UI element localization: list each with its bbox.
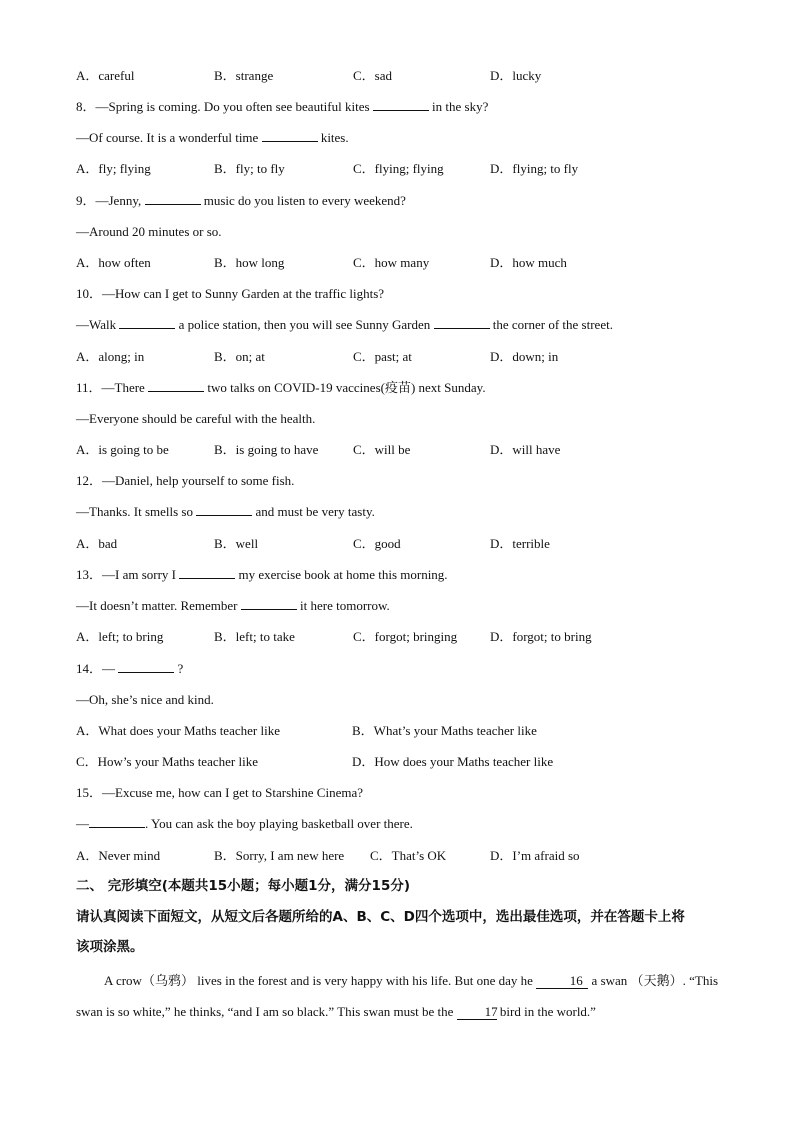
q10-reply-text-end: the corner of the street.: [492, 317, 613, 332]
q9-reply: —Around 20 minutes or so.: [76, 224, 222, 239]
q15-option-d: D．I’m afraid so: [490, 848, 580, 863]
q8-reply-text-end: kites.: [320, 130, 349, 145]
q13-reply-text: —It doesn’t matter. Remember: [76, 598, 238, 613]
q14-option-b: B．What’s your Maths teacher like: [352, 723, 537, 738]
q15-stem: 15．—Excuse me, how can I get to Starshine Cinema?: [76, 785, 364, 800]
q15-option-a: A．Never mind: [76, 848, 161, 863]
q8-option-d: D．flying; to fly: [490, 161, 579, 176]
q14-option-a: A．What does your Maths teacher like: [76, 723, 280, 738]
q9-option-c: C．how many: [353, 255, 430, 270]
q8-stem-text: 8．—Spring is coming. Do you often see beautiful kites: [76, 99, 370, 114]
q14-stem: [76, 660, 183, 678]
q11-reply: —Everyone should be careful with the health.: [76, 411, 316, 426]
q14-option-c: C．How’s your Maths teacher like: [76, 754, 258, 769]
q12-reply-text: —Thanks. It smells so: [76, 504, 193, 519]
cloze-blank-16: 16: [536, 974, 588, 989]
q9-option-d: D．how much: [490, 255, 567, 270]
q8-option-a: A．fly; flying: [76, 161, 151, 176]
q9-option-a: A．how often: [76, 255, 151, 270]
q13-stem-text-end: my exercise book at home this morning.: [238, 567, 448, 582]
q15-option-b: B．Sorry, I am new here: [214, 848, 345, 863]
q9-option-b: B．how long: [214, 255, 285, 270]
q13-reply: [76, 597, 390, 615]
q10-option-d: D．down; in: [490, 349, 559, 364]
q11-blank: [148, 379, 204, 392]
q12-option-a: A．bad: [76, 536, 118, 551]
q14-option-d: D．How does your Maths teacher like: [352, 754, 554, 769]
q12-blank: [196, 503, 252, 516]
q13-reply-text-end: it here tomorrow.: [300, 598, 390, 613]
q9-blank: [145, 192, 201, 205]
q12-reply: [76, 503, 375, 521]
q8-stem: [76, 98, 488, 116]
q8-reply: [76, 129, 349, 147]
q12-stem: 12．—Daniel, help yourself to some fish.: [76, 473, 295, 488]
q8-stem-text-end: in the sky?: [432, 99, 489, 114]
q13-option-a: A．left; to bring: [76, 629, 164, 644]
q8-option-c: C．flying; flying: [353, 161, 444, 176]
q8-blank-2: [262, 129, 318, 142]
q11-option-a: A．is going to be: [76, 442, 169, 457]
q15-reply-text: —: [76, 816, 89, 831]
q11-option-c: C．will be: [353, 442, 411, 457]
q12-option-c: C．good: [353, 536, 401, 551]
q9-stem: [76, 192, 406, 210]
q12-reply-text-end: and must be very tasty.: [255, 504, 375, 519]
q10-option-c: C．past; at: [353, 349, 412, 364]
q11-stem-text-end: two talks on COVID-19 vaccines(疫苗) next Sunday.: [207, 380, 486, 395]
passage-text-1: A crow（乌鸦） lives in the forest and is very happy with his life. But one day he: [104, 973, 533, 988]
q10-option-a: A．along; in: [76, 349, 145, 364]
cloze-blank-17: 17: [457, 1005, 497, 1020]
q13-option-d: D．forgot; to bring: [490, 629, 592, 644]
q8-option-b: B．fly; to fly: [214, 161, 285, 176]
q10-stem: 10．—How can I get to Sunny Garden at the traffic lights?: [76, 286, 385, 301]
q14-stem-text: 14．—: [76, 661, 116, 676]
passage-text-2: a swan （天鹅）. “This swan is so white,” he thinks, “and I am so black.” This swan must be the: [76, 973, 719, 1019]
q14-stem-text-end: ?: [177, 661, 184, 676]
q10-blank-1: [119, 316, 175, 329]
q14-blank: [118, 660, 174, 673]
q14-reply: —Oh, she’s nice and kind.: [76, 692, 214, 707]
passage-text-3: bird in the world.”: [499, 1004, 596, 1019]
section-2-title: 二、 完形填空(本题共15小题；每小题1分，满分15分): [76, 878, 411, 894]
q11-option-b: B．is going to have: [214, 442, 319, 457]
q10-reply: [76, 316, 613, 334]
q15-reply: [76, 815, 413, 833]
section-2-instruction-line-2: 该项涂黑。: [76, 939, 144, 955]
q9-stem-text: 9．—Jenny,: [76, 193, 142, 208]
q15-option-c: C．That’s OK: [370, 848, 447, 863]
q10-reply-text: —Walk: [76, 317, 117, 332]
q13-stem: [76, 566, 448, 584]
q7-option-b: B．strange: [214, 68, 274, 83]
q13-blank-2: [241, 597, 297, 610]
section-2-instruction-line-1: 请认真阅读下面短文，从短文后各题所给的A、B、C、D四个选项中，选出最佳选项，并在答题卡上将: [76, 909, 685, 925]
cloze-passage: [76, 965, 718, 1027]
q10-reply-text-mid: a police station, then you will see Sunny Garden: [178, 317, 431, 332]
q10-blank-2: [434, 316, 490, 329]
q10-option-b: B．on; at: [214, 349, 265, 364]
q7-option-a: A．careful: [76, 68, 135, 83]
q13-stem-text: 13．—I am sorry I: [76, 567, 177, 582]
q9-stem-text-end: music do you listen to every weekend?: [203, 193, 406, 208]
q13-option-b: B．left; to take: [214, 629, 295, 644]
q12-option-d: D．terrible: [490, 536, 550, 551]
q11-stem: [76, 379, 486, 397]
q13-option-c: C．forgot; bringing: [353, 629, 458, 644]
q15-blank: [89, 815, 145, 828]
q13-blank-1: [179, 566, 235, 579]
q7-option-d: D．lucky: [490, 68, 542, 83]
q11-option-d: D．will have: [490, 442, 561, 457]
q11-stem-text: 11．—There: [76, 380, 145, 395]
q12-option-b: B．well: [214, 536, 259, 551]
q7-option-c: C．sad: [353, 68, 393, 83]
q15-reply-text-end: . You can ask the boy playing basketball over there.: [145, 816, 413, 831]
q8-reply-text: —Of course. It is a wonderful time: [76, 130, 259, 145]
q8-blank-1: [373, 98, 429, 111]
